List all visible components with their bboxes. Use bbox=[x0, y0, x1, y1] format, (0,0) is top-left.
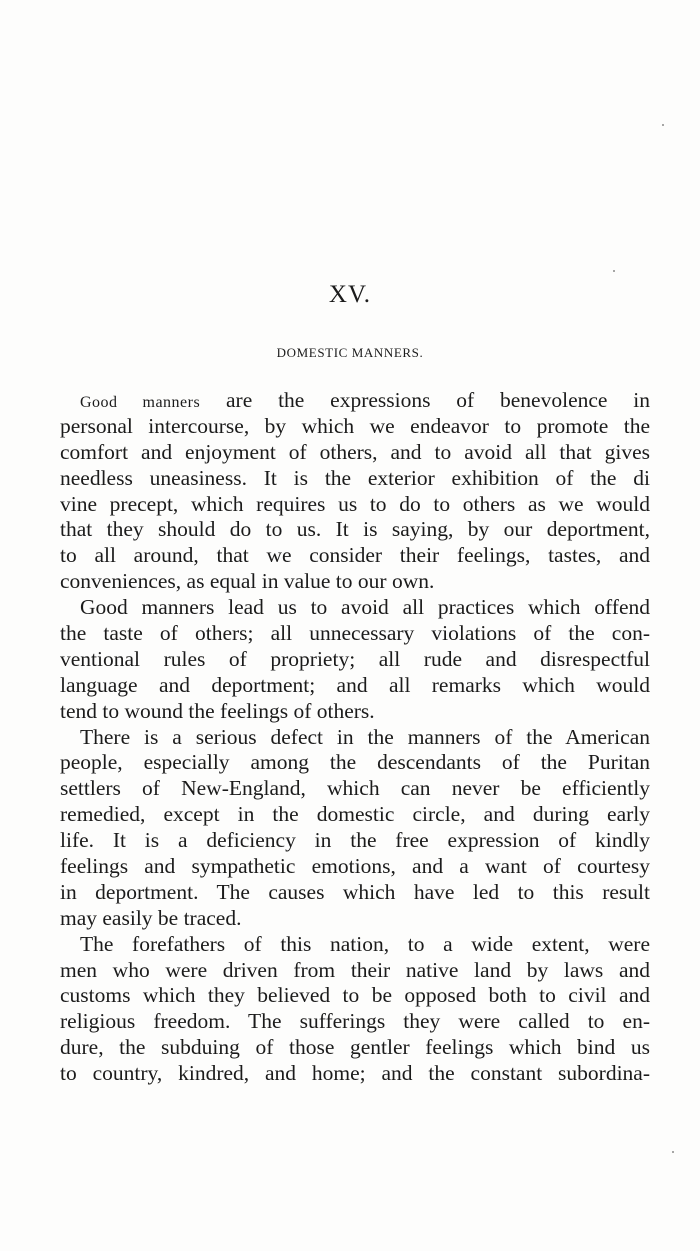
chapter-title: DOMESTIC MANNERS. bbox=[276, 345, 424, 360]
text-line: There is a serious defect in the manners of the American bbox=[80, 724, 650, 749]
paragraph bbox=[60, 388, 650, 595]
text-line: comfort and enjoyment of others, and to avoid all that gives bbox=[60, 439, 650, 464]
text-line: that they should do to us. It is saying, by our deportment, bbox=[60, 517, 650, 542]
text-line bbox=[60, 388, 650, 414]
paragraph bbox=[60, 932, 650, 1087]
text-line: in deportment. The causes which have led to this result bbox=[60, 879, 650, 904]
text-line: customs which they believed to be opposed both to civil and bbox=[60, 983, 650, 1008]
paper-speck bbox=[662, 124, 664, 126]
paragraph bbox=[60, 725, 650, 932]
text-line: Good manners lead us to avoid all practices which offend bbox=[80, 595, 650, 620]
text-line: to country, kindred, and home; and the constant subordina- bbox=[60, 1061, 650, 1086]
text-line: remedied, except in the domestic circle, and during early bbox=[60, 802, 650, 827]
text-line: vine precept, which requires us to do to others as we would bbox=[60, 491, 650, 516]
text-line: the taste of others; all unnecessary violations of the con- bbox=[60, 621, 650, 646]
paper-speck bbox=[613, 270, 615, 272]
text-line: conveniences, as equal in value to our own. bbox=[60, 569, 435, 594]
text-line: The forefathers of this nation, to a wide extent, were bbox=[80, 931, 650, 956]
text-line: religious freedom. The sufferings they were called to en- bbox=[60, 1009, 650, 1034]
text-line: ventional rules of propriety; all rude and disrespectful bbox=[60, 646, 650, 671]
paragraph bbox=[60, 595, 650, 724]
text-line: language and deportment; and all remarks which would bbox=[60, 672, 650, 697]
paper-speck bbox=[672, 1151, 674, 1153]
line-text: are the expressions of benevolence in bbox=[200, 388, 650, 412]
text-line: dure, the subduing of those gentler feelings which bind us bbox=[60, 1035, 650, 1060]
text-line: people, especially among the descendants of the Puritan bbox=[60, 750, 650, 775]
text-line: needless uneasiness. It is the exterior exhibition of the di bbox=[60, 465, 650, 490]
text-line: settlers of New-England, which can never be efficiently bbox=[60, 776, 650, 801]
text-line: tend to wound the feelings of others. bbox=[60, 698, 375, 723]
text-line: personal intercourse, by which we endeavor to promote the bbox=[60, 413, 650, 438]
text-line: may easily be traced. bbox=[60, 905, 242, 930]
small-caps-lead: Good manners bbox=[80, 394, 201, 411]
text-line: feelings and sympathetic emotions, and a want of courtesy bbox=[60, 854, 650, 879]
text-line: life. It is a deficiency in the free expression of kindly bbox=[60, 828, 650, 853]
chapter-number: XV. bbox=[328, 281, 372, 308]
chapter-body bbox=[60, 388, 650, 1087]
text-line: men who were driven from their native land by laws and bbox=[60, 957, 650, 982]
text-line: to all around, that we consider their feelings, tastes, and bbox=[60, 543, 650, 568]
